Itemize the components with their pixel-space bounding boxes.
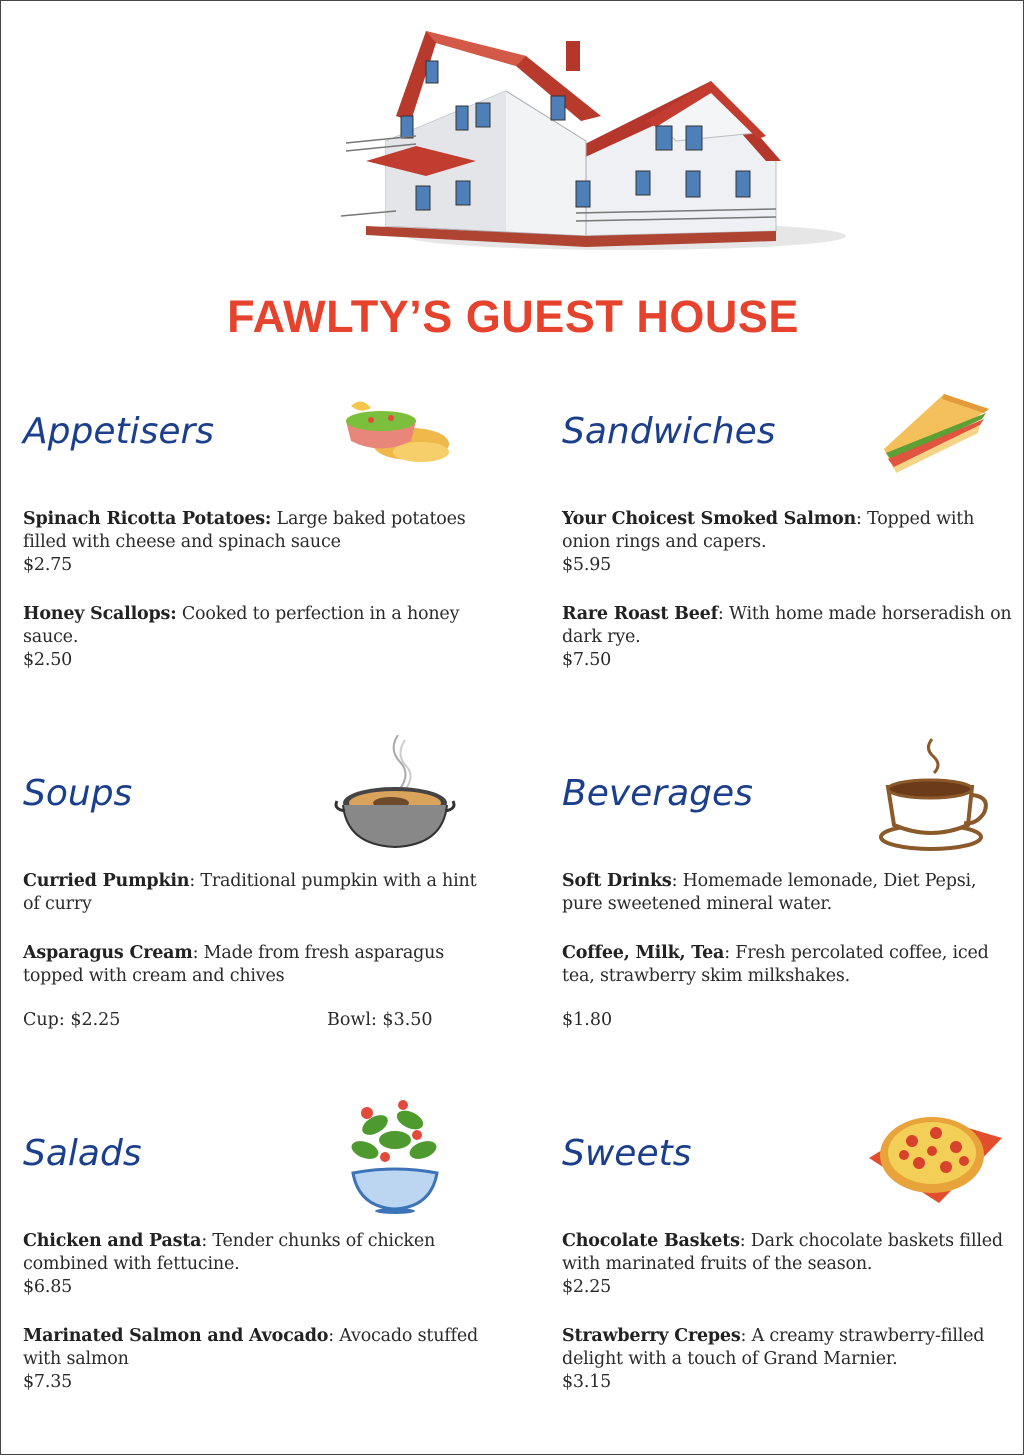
menu-item: Marinated Salmon and Avocado: Avocado stuffed with salmon $7.35 — [23, 1326, 478, 1392]
section-title: Soups — [23, 773, 133, 814]
menu-item: Spinach Ricotta Potatoes: Large baked potatoes filled with cheese and spinach sauce $2.75 — [23, 508, 478, 577]
price: $1.80 — [562, 1010, 613, 1030]
price: $7.50 — [562, 650, 612, 670]
price: $7.35 — [23, 1372, 73, 1392]
section-title: Sweets — [562, 1133, 692, 1174]
price: $5.95 — [562, 555, 612, 575]
cup-price: Cup: $2.25 — [23, 1010, 121, 1030]
section-salads — [23, 1133, 478, 1413]
menu-item: Strawberry Crepes: A creamy strawberry-filled delight with a touch of Grand Marnier. $3.15 — [562, 1325, 1017, 1394]
menu-item: Soft Drinks: Homemade lemonade, Diet Pepsi, pure sweetened mineral water. — [562, 871, 977, 914]
guacamole-nachos-icon — [341, 396, 451, 468]
menu-item: Your Choicest Smoked Salmon: Topped with onion rings and capers. $5.95 — [562, 508, 1017, 577]
section-title: Appetisers — [23, 411, 215, 452]
salad-bowl-icon — [345, 1095, 445, 1215]
sandwich-icon — [874, 389, 994, 477]
section-beverages — [562, 773, 1017, 1053]
price: $2.75 — [23, 555, 73, 575]
section-title: Beverages — [562, 773, 753, 814]
menu-item: Curried Pumpkin: Traditional pumpkin with a hint of curry — [23, 871, 477, 914]
menu-item: Chicken and Pasta: Tender chunks of chicken combined with fettucine. $6.85 — [23, 1230, 478, 1299]
menu-item: Honey Scallops: Cooked to perfection in a honey sauce. $2.50 — [23, 603, 478, 672]
menu-item: Chocolate Baskets: Dark chocolate baskets filled with marinated fruits of the season. $2.25 — [562, 1230, 1017, 1299]
section-title: Salads — [23, 1133, 142, 1174]
soup-prices — [23, 1010, 478, 1034]
page-title: FAWLTY’S GUEST HOUSE — [227, 291, 799, 342]
price: $3.15 — [562, 1372, 612, 1392]
menu-item: Rare Roast Beef: With home made horseradish on dark rye. $7.50 — [562, 603, 1017, 672]
price: $2.25 — [562, 1277, 612, 1297]
coffee-cup-icon — [876, 737, 991, 855]
soup-bowl-icon — [333, 735, 458, 860]
section-sweets — [562, 1133, 1017, 1413]
section-appetisers — [23, 411, 478, 691]
menu-item: Asparagus Cream: Made from fresh asparagus topped with cream and chives — [23, 943, 444, 986]
section-title: Sandwiches — [562, 411, 776, 452]
price: $6.85 — [23, 1277, 73, 1297]
guest-house-icon — [326, 21, 846, 256]
pizza-icon — [864, 1103, 1004, 1208]
price: $2.50 — [23, 650, 73, 670]
section-soups — [23, 773, 478, 1053]
bowl-price: Bowl: $3.50 — [327, 1010, 433, 1030]
menu-item: Coffee, Milk, Tea: Fresh percolated coffee, iced tea, strawberry skim milkshakes. — [562, 943, 989, 986]
section-sandwiches — [562, 411, 1017, 691]
